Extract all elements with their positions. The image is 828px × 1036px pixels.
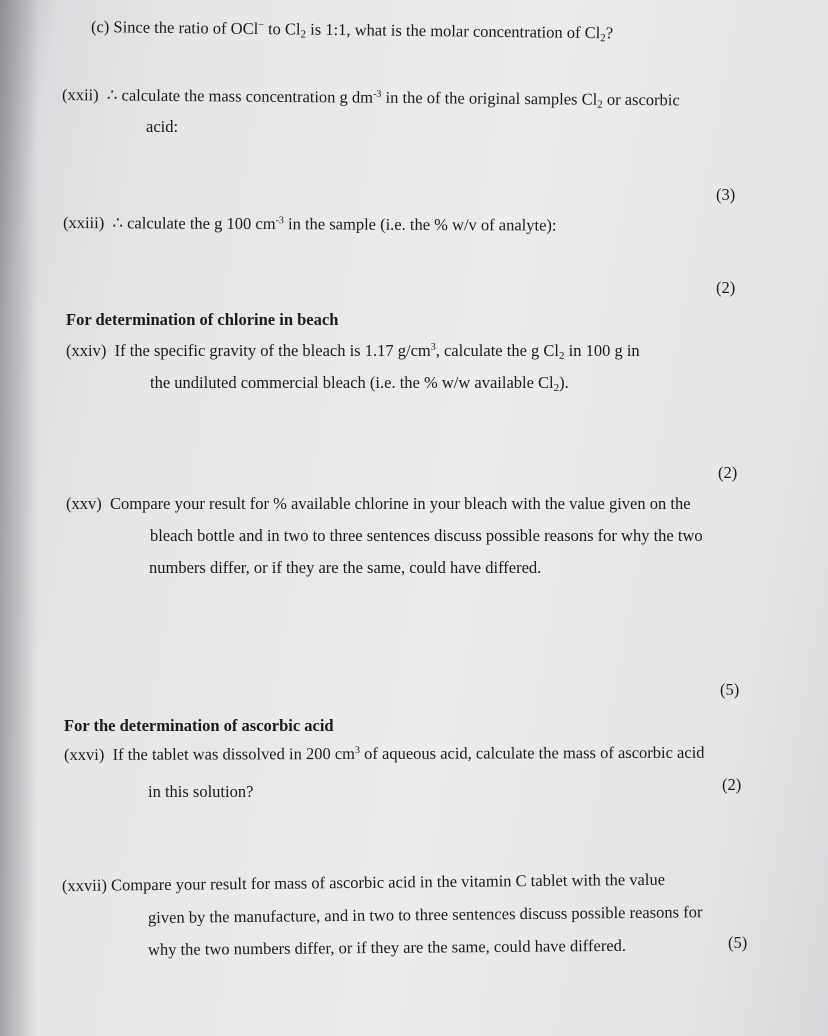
question-xxiv-number: (xxiv)	[66, 341, 107, 360]
question-xxv-line3: numbers differ, or if they are the same, could have differed.	[149, 558, 542, 577]
question-xxvi-line2: in this solution?	[148, 782, 254, 801]
question-xxiii-marks: (2)	[716, 278, 736, 297]
question-xxv-line	[66, 494, 691, 514]
question-xxvi-line	[64, 743, 705, 765]
question-xxvii-number: (xxvii)	[61, 875, 108, 895]
question-xxvii-text: Compare your result for mass of ascorbic acid in the vitamin C tablet with the value	[110, 869, 666, 895]
question-xxiv-line	[66, 341, 640, 361]
question-xxii-marks: (3)	[716, 185, 736, 204]
question-xxv-line2: bleach bottle and in two to three sentences discuss possible reasons for why the two	[150, 526, 703, 545]
question-xxvii-line2: given by the manufacture, and in two to three sentences discuss possible reasons for	[147, 902, 703, 927]
question-xxii-line2: acid:	[146, 117, 179, 136]
heading-bleach: For determination of chlorine in beach	[66, 310, 339, 329]
question-xxiv-text: If the specific gravity of the bleach is 1.17 $g/cm^3$, calculate the g $Cl_2$ in 100 g in	[114, 341, 640, 362]
question-xxiv-line2: the undiluted commercial bleach (i.e. the % w/w available $Cl_2$).	[150, 373, 569, 394]
question-xxvii-line	[62, 870, 665, 896]
question-xxii-text: ∴ calculate the mass concentration g $dm^{-3}$ in the of the original samples $Cl_2$ or ascorbic	[106, 85, 680, 111]
page-shadow	[0, 0, 38, 1036]
question-xxii-line	[62, 85, 680, 110]
question-c-number: (c)	[90, 17, 110, 37]
question-xxvii-line3: why the two numbers differ, or if they are the same, could have differed.	[147, 935, 627, 959]
question-xxii-number: (xxii)	[61, 85, 99, 105]
question-c-line	[91, 17, 613, 43]
question-c-text: Since the ratio of OCl− to $Cl_2$ is 1:1, what is the molar concentration of $Cl_2$?	[113, 17, 614, 45]
question-xxiii-line	[63, 213, 557, 235]
question-xxv-marks: (5)	[720, 680, 740, 699]
question-xxvi-marks: (2)	[722, 775, 742, 794]
question-xxvii-marks: (5)	[728, 933, 748, 952]
question-xxvi-number: (xxvi)	[63, 744, 105, 764]
question-xxiii-text: ∴ calculate the g 100 $cm^{-3}$ in the sample (i.e. the % w/v of analyte):	[112, 213, 557, 235]
question-xxvi-text: If the tablet was dissolved in 200 $cm^3$ of aqueous acid, calculate the mass of ascorbic acid	[112, 742, 705, 764]
heading-ascorbic: For the determination of ascorbic acid	[64, 716, 334, 735]
question-xxiii-number: (xxiii)	[62, 213, 105, 233]
question-xxv-number: (xxv)	[66, 494, 102, 513]
question-xxiv-marks: (2)	[718, 463, 738, 482]
question-xxv-text: Compare your result for % available chlorine in your bleach with the value given on the	[110, 494, 691, 513]
